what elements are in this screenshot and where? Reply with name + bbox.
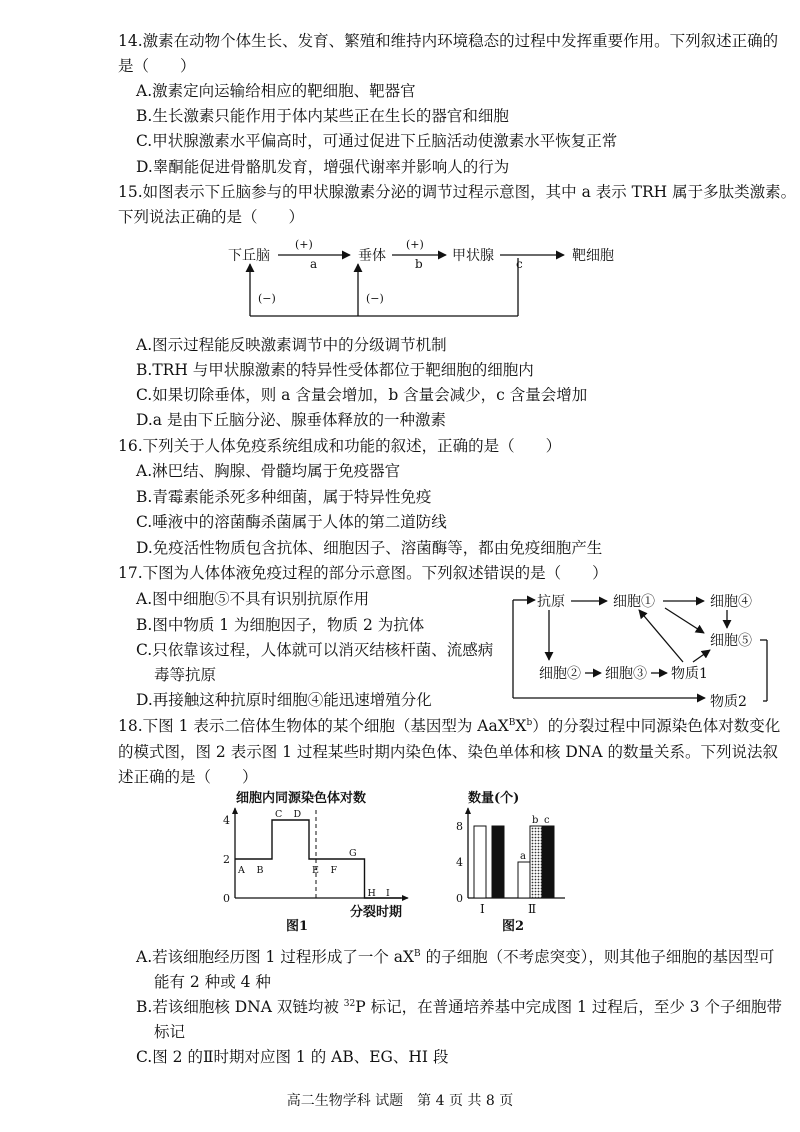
figure2-y-tick: 8 — [456, 820, 463, 833]
figure2-chart — [450, 788, 580, 933]
node-antigen: 抗原 — [537, 594, 565, 610]
q17-option-c-line1: C.只依靠该过程，人体就可以消灭结核杆菌、流感病 — [136, 641, 494, 659]
plus-label-b: (+) — [406, 238, 424, 251]
node-cell4: 细胞④ — [710, 594, 752, 610]
figure2-bar-label-c: c — [544, 815, 550, 826]
figure1-y-tick: 0 — [223, 892, 230, 905]
q15-option-d: D.a 是由下丘脑分泌、腺垂体释放的一种激素 — [136, 411, 446, 429]
figure1-chart — [210, 788, 420, 933]
figure1-y-tick: 4 — [223, 814, 230, 827]
node-thyroid: 甲状腺 — [452, 248, 494, 264]
figure2-y-tick: 4 — [456, 856, 463, 869]
node-target-cell: 靶细胞 — [572, 248, 614, 264]
minus-label-2: (−) — [366, 292, 384, 305]
figure1-title: 细胞内同源染色体对数 — [236, 791, 367, 806]
page-footer: 高二生物学科 试题 第 4 页 共 8 页 — [286, 1093, 514, 1109]
q16-stem-line1: 16.下列关于人体免疫系统组成和功能的叙述，正确的是（ ） — [118, 437, 562, 455]
figure1-point-label-B: B — [256, 865, 264, 876]
thyroid-regulation-diagram — [200, 234, 640, 330]
node-cell1: 细胞① — [613, 594, 655, 610]
label-c: c — [516, 257, 523, 271]
label-b: b — [415, 257, 423, 271]
q15-option-c: C.如果切除垂体，则 a 含量会增加，b 含量会减少，c 含量会增加 — [136, 386, 588, 404]
node-hypothalamus: 下丘脑 — [228, 248, 270, 264]
figure2-bar-c-period-2 — [542, 826, 554, 898]
q17-stem-line1: 17.下图为人体体液免疫过程的部分示意图。下列叙述错误的是（ ） — [118, 564, 608, 582]
figure1-point-label-I: I — [386, 888, 390, 899]
q14-option-b: B.生长激素只能作用于体内某些正在生长的器官和细胞 — [136, 107, 509, 125]
figure2-bar-c-period-1 — [492, 826, 504, 898]
q18-option-c: C.图 2 的Ⅱ时期对应图 1 的 AB、EG、HI 段 — [136, 1048, 449, 1066]
figure2-category-label: Ⅰ — [480, 902, 485, 916]
figure2-y-tick: 0 — [456, 892, 463, 905]
q16-option-c: C.唾液中的溶菌酶杀菌属于人体的第二道防线 — [136, 513, 447, 531]
figure2-bar-b-period-2 — [530, 826, 542, 898]
q17-option-b: B.图中物质 1 为细胞因子，物质 2 为抗体 — [136, 616, 425, 634]
q14-stem-line2: 是（ ） — [118, 57, 196, 75]
figure2-category-label: Ⅱ — [528, 902, 537, 916]
figure2-title: 数量(个) — [468, 791, 520, 806]
figure1-step-line — [235, 820, 402, 898]
q18-stem-line1: 18.下图 1 表示二倍体生物体的某个细胞（基因型为 $AaX^BX^b$）的分裂过程中同源染色体对数变化 — [118, 717, 781, 735]
q16-option-d: D.免疫活性物质包含抗体、细胞因子、溶菌酶等，都由免疫细胞产生 — [136, 539, 603, 557]
figure1-caption: 图1 — [286, 919, 309, 933]
node-pituitary: 垂体 — [358, 248, 386, 264]
arrow-cell1-cell5 — [665, 608, 704, 633]
figure1-point-label-F: F — [330, 865, 338, 876]
minus-label-1: (−) — [258, 292, 276, 305]
node-substance1: 物质1 — [671, 666, 708, 682]
q18-option-a-line2: 能有 2 种或 4 种 — [154, 973, 271, 991]
figure2-bar-a-period-1 — [474, 826, 486, 898]
q18-option-b-line2: 标记 — [154, 1023, 186, 1041]
figure2-bar-label-b: b — [532, 815, 539, 826]
q15-option-b: B.TRH 与甲状腺激素的特异性受体都位于靶细胞的细胞内 — [136, 361, 534, 379]
q15-option-a: A.图示过程能反映激素调节中的分级调节机制 — [136, 336, 447, 354]
q16-option-b: B.青霉素能杀死多种细菌，属于特异性免疫 — [136, 488, 432, 506]
arrow-substance1-cell1 — [639, 610, 683, 662]
plus-label-a: (+) — [295, 238, 313, 251]
q17-option-d: D.再接触这种抗原时细胞④能迅速增殖分化 — [136, 691, 432, 709]
figure2-bar-a-period-2 — [518, 862, 530, 898]
figure1-y-tick: 2 — [223, 853, 230, 866]
q15-stem-line2: 下列说法正确的是（ ） — [118, 208, 305, 226]
figure1-xlabel: 分裂时期 — [350, 905, 403, 920]
label-a: a — [310, 257, 318, 271]
q14-option-a: A.激素定向运输给相应的靶细胞、靶器官 — [136, 82, 416, 100]
q15-stem-line1: 15.如图表示下丘脑参与的甲状腺激素分泌的调节过程示意图，其中 a 表示 TRH 属于多肽类激素。 — [118, 183, 797, 201]
humoral-immunity-diagram — [505, 588, 775, 710]
figure2-bar-label-a: a — [520, 851, 526, 862]
q14-option-c: C.甲状腺激素水平偏高时，可通过促进下丘脑活动使激素水平恢复正常 — [136, 132, 618, 150]
q14-stem-line1: 14.激素在动物个体生长、发育、繁殖和维持内环境稳态的过程中发挥重要作用。下列叙述正确的 — [118, 32, 779, 50]
q16-option-a: A.淋巴结、胸腺、骨髓均属于免疫器官 — [136, 462, 401, 480]
figure1-point-label-A: A — [238, 865, 245, 876]
q17-option-a: A.图中细胞⑤不具有识别抗原作用 — [136, 590, 370, 608]
figure2-caption: 图2 — [502, 919, 525, 933]
q18-stem-line3: 述正确的是（ ） — [118, 768, 258, 786]
figure1-point-label-H: H — [367, 888, 376, 899]
node-cell2: 细胞② — [539, 666, 581, 682]
q18-option-a-line1: A.若该细胞经历图 1 过程形成了一个 $aX^B$ 的子细胞（不考虑突变），则其他子细胞的基因型可 — [136, 948, 775, 966]
q17-option-c-line2: 毒等抗原 — [154, 666, 217, 684]
node-cell3: 细胞③ — [605, 666, 647, 682]
figure1-point-label-C: C — [275, 809, 283, 820]
figure1-point-label-E: E — [312, 865, 319, 876]
q18-stem-line2: 的模式图，图 2 表示图 1 过程某些时期内染色体、染色单体和核 DNA 的数量关系。下列说法叙 — [118, 743, 778, 761]
node-substance2: 物质2 — [710, 694, 747, 710]
q18-option-b-line1: B.若该细胞核 DNA 双链均被 $^{32}$P 标记，在普通培养基中完成图 1 过程后，至少 3 个子细胞带 — [136, 998, 783, 1016]
figure1-point-label-D: D — [293, 809, 302, 820]
node-cell5: 细胞⑤ — [710, 633, 752, 649]
arrow-substance1-cell5 — [693, 650, 710, 662]
figure1-point-label-G: G — [349, 848, 357, 859]
q14-option-d: D.睾酮能促进骨骼肌发育，增强代谢率并影响人的行为 — [136, 158, 510, 176]
